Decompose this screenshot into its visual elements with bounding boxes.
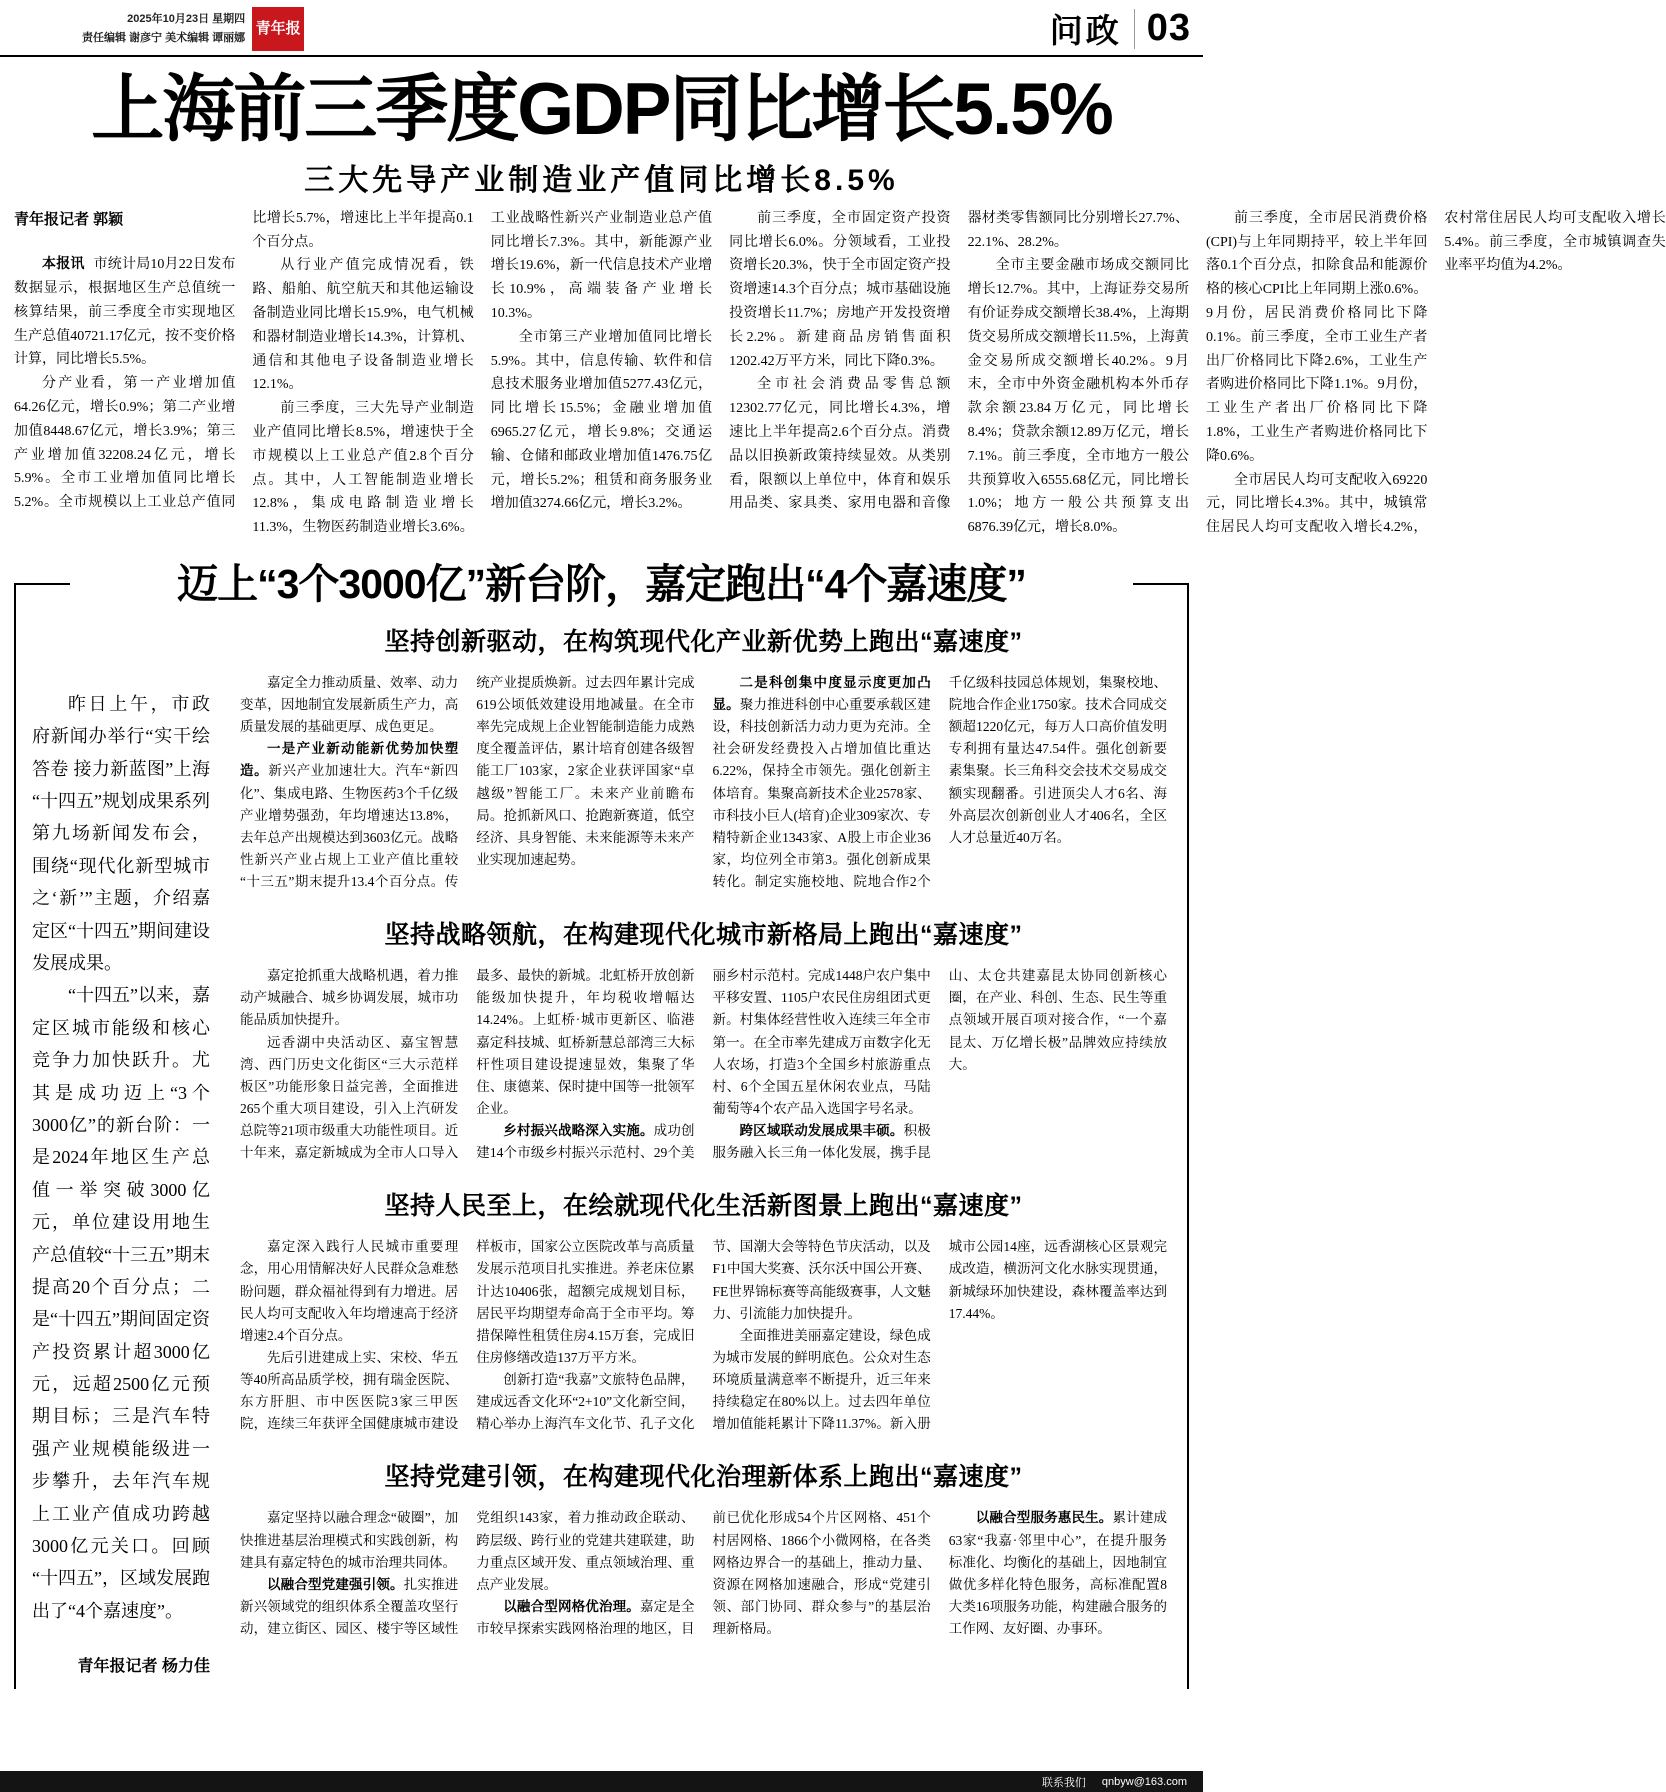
paragraph: 分产业看，第一产业增加值64.26亿元，增长0.9%；第二产业增加值8448.67亿元，增长3.9%；第三产业增加值32208.24亿元，增长5.9%。全市工业增加值同比增长5.2%。全市规模以上工业总产值同比增长5.7%，增速比上半年提高0.1个百分点。 xyxy=(14,210,474,511)
paragraph: “十四五”以来，嘉定区城市能级和核心竞争力加快跃升。尤其是成功迈上“3个3000亿”的新台阶：一是2024年地区生产总值一举突破3000亿元，单位建设用地生产总值较“十三五”期末提高20个百分点；二是“十四五”期间固定资产投资累计超3000亿元，远超2500亿元预期目标；三是汽车特强产业规模能级进一步攀升，去年汽车规上工业产值成功跨越3000亿元关口。回顾“十四五”，区域发展跑出了“4个嘉速度”。 xyxy=(32,985,210,1621)
masthead-info xyxy=(82,10,245,46)
paragraph: 前三季度，全市固定资产投资同比增长6.0%。分领域看，工业投资增长20.3%，快于全市固定资产投资增速14.3个百分点；城市基础设施投资增长11.7%；房地产开发投资增长2.2%。新建商品房销售面积1202.42万平方米，同比下降0.3%。 xyxy=(729,210,951,369)
paragraph: 一是产业新动能新优势加快塑造。新兴产业加速壮大。汽车“新四化”、集成电路、生物医药3个千亿级产业增势强劲，年均增速达13.8%，去年总产出规模达到3603亿元。战略性新兴产业占规上工业产值比重较“十三五”期末提升13.4个百分点。传统产业提质焕新。过去四年累计完成619公顷低效建设用地减量。在全市率先完成规上企业智能制造能力成熟度全覆盖评估，累计培育创建各级智能工厂103家，2家企业获评国家“卓越级”智能工厂。未来产业前瞻布局。抢抓新风口、抢跑新赛道，低空经济、具身智能、未来能源等未来产业实现加速起势。 xyxy=(240,674,695,890)
contact-email: qnbyw@163.com xyxy=(1101,1775,1187,1788)
paragraph: 以融合型网格优治理。嘉定是全市较早探索实践网格治理的地区，目前已优化形成54个片区网格、451个村居网格、1866个小微网格，在各类网格边界合一的基础上，推动力量、资源在网格加速融合，形成“党建引领、部门协同、群众参与”的基层治理新格局。 xyxy=(476,1510,931,1637)
article2-intro-sidebar xyxy=(16,616,218,1689)
paragraph: 创新打造“我嘉”文旅特色品牌，建成远香文化环“2+10”文化新空间，精心举办上海汽车文化节、孔子文化节、国潮大会等特色节庆活动，以及F1中国大奖赛、沃尔沃中国公开赛、FE世界锦标赛等高能级赛事，人文魅力、引流能力加快提升。 xyxy=(476,1239,931,1432)
paragraph: 前三季度，三大先导产业制造业产值同比增长8.5%，增速快于全市规模以上工业总产值2.8个百分点。其中，人工智能制造业增长12.8%，集成电路制造业增长11.3%，生物医药制造业增长3.6%。工业战略性新兴产业制造业总产值同比增长7.3%。其中，新能源产业增长19.6%，新一代信息技术产业增长10.9%，高端装备产业增长10.3%。 xyxy=(252,210,713,536)
paragraph: 先后引进建成上实、宋校、华五等40所高品质学校，拥有瑞金医院、东方肝胆、市中医医院3家三甲医院，连续三年获评全国健康城市建设样板市，国家公立医院改革与高质量发展示范项目扎实推进。养老床位累计达10406张，超额完成规划目标，居民平均期望寿命高于全市平均。筹措保障性租赁住房4.15万套，完成旧住房修缮改造137万平方米。 xyxy=(240,1239,695,1432)
section-people xyxy=(240,1186,1167,1435)
section-columns xyxy=(240,672,1167,893)
paragraph: 跨区域联动发展成果丰硕。积极服务融入长三角一体化发展，携手昆山、太仓共建嘉昆太协同创新核心圈，在产业、科创、生态、民生等重点领域开展百项对接合作，“一个嘉昆太、万亿增长极”品牌效应持续放大。 xyxy=(712,968,1167,1161)
paragraph: 乡村振兴战略深入实施。成功创建14个市级乡村振兴示范村、29个美丽乡村示范村。完成1448户农户集中平移安置、1105户农民住房组团式更新。村集体经营性收入连续三年全市第一。在全市率先建成万亩数字化无人农场，打造3个全国乡村旅游重点村、6个全国五星休闲农业点，马陆葡萄等4个农产品入选国字号名录。 xyxy=(476,968,931,1161)
contact-label: 联系我们 xyxy=(1041,1776,1086,1789)
date-line: 2025年10月23日 星期四 xyxy=(127,13,246,26)
paragraph: 二是科创集中度显示度更加凸显。聚力推进科创中心重要承载区建设，科技创新活力动力更为充沛。全社会研发经费投入占增加值比重达6.22%，保持全市领先。强化创新主体培育。集聚高新技术企业2578家、市科技小巨人(培育)企业309家次、专精特新企业1343家、A股上市企业36家，均位列全市第3。强化创新成果转化。制定实施校地、院地合作2个千亿级科技园总体规划，集聚校地、院地合作企业1750家。技术合同成交额超1220亿元，每万人口高价值发明专利拥有量达47.54件。强化创新要素集聚。长三角科交会技术交易成交额实现翻番。引进顶尖人才6名、海外高层次创新创业人才406名，全区人才总量近40万名。 xyxy=(712,674,1167,890)
article1-paragraphs xyxy=(14,207,1666,543)
article1-byline: 青年报记者 郭颖 xyxy=(14,210,124,228)
article1-subheadline: 三大先导产业制造业产值同比增长8.5% xyxy=(304,163,899,197)
editors-line: 责任编辑 谢彦宁 美术编辑 谭丽娜 xyxy=(82,31,246,44)
article2-frame xyxy=(14,584,1189,1689)
section-columns xyxy=(240,1236,1167,1435)
paragraph: 嘉定坚持以融合理念“破圈”，加快推进基层治理模式和实践创新，构建具有嘉定特色的城市治理共同体。 xyxy=(240,1510,459,1570)
article1-columns xyxy=(14,207,1666,543)
masthead xyxy=(0,0,1203,57)
paragraph: 以融合型党建强引领。扎实推进新兴领域党的组织体系全覆盖攻坚行动，建立街区、园区、楼宇等区域性党组织143家，着力推动政企联动、跨层级、跨行业的党建共建联建，助力重点区域开发、重点领域治理、重点产业发展。 xyxy=(240,1510,695,1637)
section-title: 坚持创新驱动，在构筑现代化产业新优势上跑出“嘉速度” xyxy=(384,627,1023,656)
paragraph: 嘉定抢抓重大战略机遇，着力推动产城融合、城乡协调发展，城市功能品质加快提升。 xyxy=(240,968,459,1028)
paragraph: 昨日上午，市政府新闻办举行“实干绘答卷 接力新蓝图”上海“十四五”规划成果系列第九场新闻发布会，围绕“现代化新型城市之‘新’”主题，介绍嘉定区“十四五”期间建设发展成果。 xyxy=(32,693,210,974)
section-page-block xyxy=(1050,5,1191,52)
section-columns xyxy=(240,965,1167,1164)
lede-text: 市统计局10月22日发布数据显示，根据地区生产总值统一核算结果，前三季度全市实现地区生产总值40721.17亿元，按不变价格计算，同比增长5.5%。 xyxy=(14,257,236,368)
section-name: 问政 xyxy=(1049,12,1122,49)
article1-headline: 上海前三季度GDP同比增长5.5% xyxy=(91,69,1112,150)
article2-sections xyxy=(218,616,1187,1689)
article2-headline-row xyxy=(14,561,1189,608)
paragraph: 全市主要金融市场成交额同比增长12.7%。其中，上海证券交易所有价证券成交额增长38.4%，上海期货交易所成交额增长11.5%，上海黄金交易所成交额增长40.2%。9月末，全市中外资金融机构本外币存款余额23.84万亿元，同比增长8.4%；贷款余额12.89万亿元，增长7.1%。前三季度，全市地方一般公共预算收入6555.68亿元，同比增长1.0%；地方一般公共预算支出6876.39亿元，增长8.0%。 xyxy=(967,258,1189,536)
article-gdp xyxy=(0,69,1666,543)
paragraph: 全市社会消费品零售总额12302.77亿元，同比增长4.3%，增速比上半年提高2.6个百分点。消费品以旧换新政策持续显效。从类别看，限额以上单位中，体育和娱乐用品类、家具类、家用电器和音像器材类零售额同比分别增长27.7%、22.1%、28.2%。 xyxy=(729,210,1189,512)
paragraph: 全市居民人均可支配收入69220元，同比增长4.3%。其中，城镇常住居民人均可支配收入增长4.2%，农村常住居民人均可支配收入增长5.4%。前三季度，全市城镇调查失业率平均值为4.2%。 xyxy=(1205,210,1666,536)
paragraph: 嘉定深入践行人民城市重要理念，用心用情解决好人民群众急难愁盼问题，群众福祉得到有力增进。居民人均可支配收入年均增速高于经济增速2.4个百分点。 xyxy=(240,1239,459,1343)
paragraph: 嘉定全力推动质量、效率、动力变革，因地制宜发展新质生产力，高质量发展的基础更厚、成色更足。 xyxy=(240,674,459,735)
paragraph: 以融合型服务惠民生。累计建成63家“我嘉·邻里中心”，在提升服务标准化、均衡化的基础上，因地制宜做优多样化特色服务，高标准配置8大类16项服务功能，构建融合服务的工作网、友好圈、办事环。 xyxy=(948,1510,1168,1637)
article1-lede xyxy=(14,252,235,372)
lede-label: 本报讯 xyxy=(42,255,85,272)
article2-intro-paragraphs xyxy=(32,688,210,1627)
article2-headline: 迈上“3个3000亿”新台阶，嘉定跑出“4个嘉速度” xyxy=(177,560,1026,607)
section-divider xyxy=(1134,9,1135,49)
paragraph: 全面推进美丽嘉定建设，绿色成为城市发展的鲜明底色。公众对生态环境质量满意率不断提升，近三年来持续稳定在80%以上。过去四年单位增加值能耗累计下降11.37%。新入册城市公园14座，远香湖核心区景观完成改造，横沥河文化水脉实现贯通，新城绿环加快建设，森林覆盖率达到17.44%。 xyxy=(712,1239,1167,1432)
page-number: 03 xyxy=(1146,7,1191,49)
section-title: 坚持党建引领，在构建现代化治理新体系上跑出“嘉速度” xyxy=(384,1463,1023,1492)
page-footer xyxy=(0,1771,1203,1792)
section-innovation xyxy=(240,622,1167,893)
section-title: 坚持人民至上，在绘就现代化生活新图景上跑出“嘉速度” xyxy=(384,1192,1023,1221)
section-columns xyxy=(240,1507,1167,1640)
section-strategy xyxy=(240,915,1167,1164)
headline-rule-right xyxy=(1133,583,1189,585)
article-jiading xyxy=(0,561,1203,1689)
newspaper-logo: 青年报 xyxy=(252,7,304,51)
paragraph: 从行业产值完成情况看，铁路、船舶、航空航天和其他运输设备制造业同比增长15.9%，电气机械和器材制造业增长14.3%，计算机、通信和其他电子设备制造业增长12.1%。 xyxy=(252,258,474,393)
section-party xyxy=(240,1457,1167,1640)
section-title: 坚持战略领航，在构建现代化城市新格局上跑出“嘉速度” xyxy=(384,921,1023,950)
paragraph: 远香湖中央活动区、嘉宝智慧湾、西门历史文化街区“三大示范样板区”功能形象日益完善，全面推进265个重大项目建设，引入上汽研发总院等21项市级重大功能性项目。近十年来，嘉定新城成为全市人口导入最多、最快的新城。北虹桥开放创新能级加快提升，年均税收增幅达14.24%。上虹桥·城市更新区、临港嘉定科技城、虹桥新慧总部湾三大标杆性项目建设提速显效，集聚了华住、康德莱、保时捷中国等一批领军企业。 xyxy=(240,968,695,1161)
headline-rule-left xyxy=(14,583,70,585)
article2-byline: 青年报记者 杨力佳 xyxy=(77,1658,210,1676)
paragraph: 前三季度，全市居民消费价格(CPI)与上年同期持平，较上半年回落0.1个百分点，扣除食品和能源价格的核心CPI比上年同期上涨0.6%。9月份，居民消费价格同比下降0.1%。前三季度，全市工业生产者出厂价格同比下降2.6%，工业生产者购进价格同比下降1.1%。9月份，工业生产者出厂价格同比下降1.8%，工业生产者购进价格同比下降0.6%。 xyxy=(1205,210,1428,464)
paragraph: 全市第三产业增加值同比增长5.9%。其中，信息传输、软件和信息技术服务业增加值5277.43亿元，同比增长15.5%；金融业增加值6965.27亿元，增长9.8%；交通运输、仓储和邮政业增加值1476.75亿元，增长5.2%；租赁和商务服务业增加值3274.66亿元，增长3.2%。 xyxy=(490,329,713,512)
